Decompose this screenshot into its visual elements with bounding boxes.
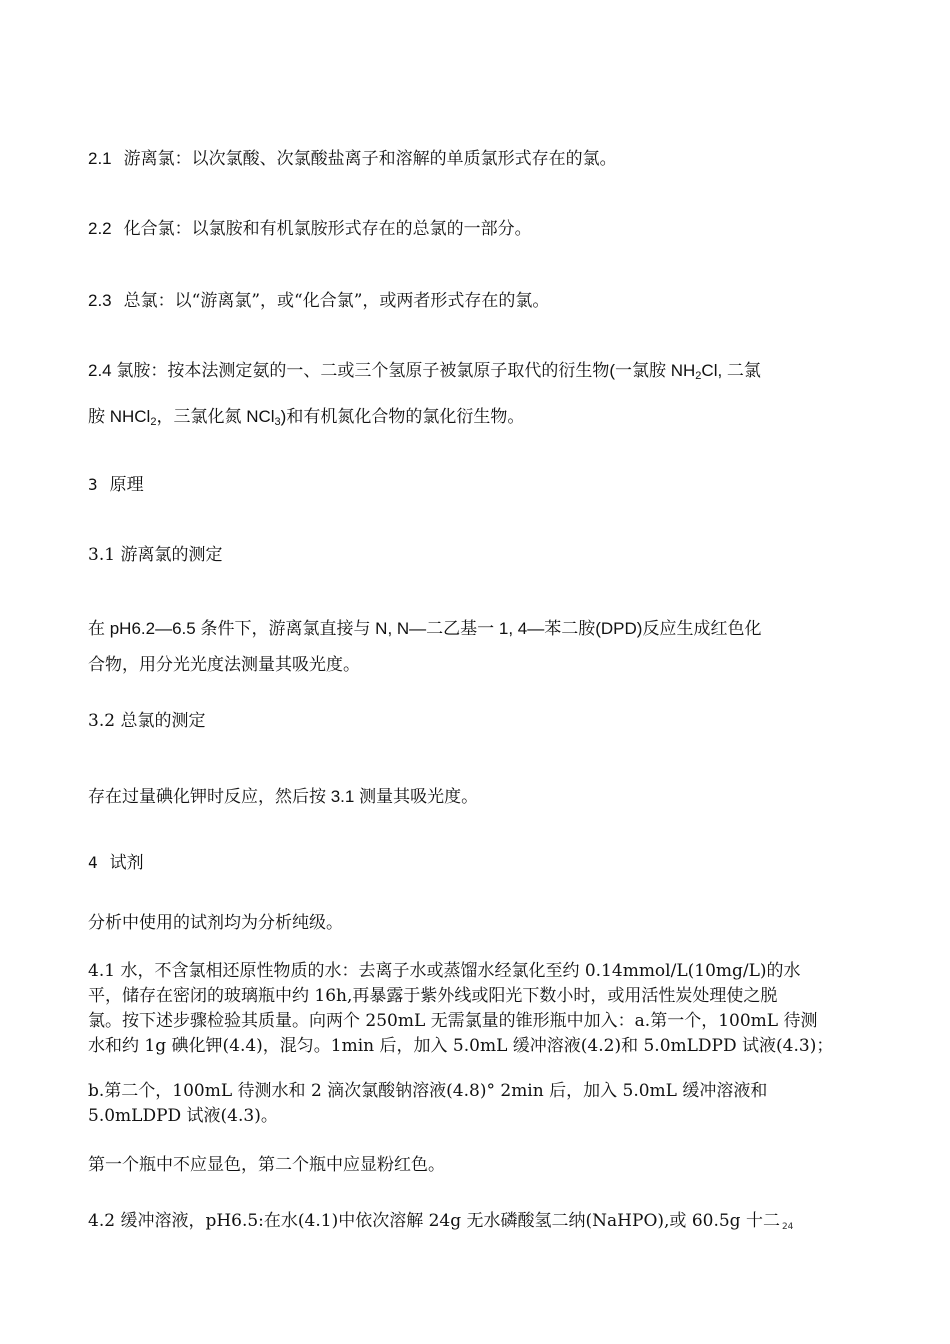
page-number: 24 bbox=[781, 1222, 794, 1232]
section-text: 化合氯：以氯胺和有机氯胺形式存在的总氯的一部分。 bbox=[123, 219, 532, 239]
section-3-1-heading: 3.1 游离氯的测定 bbox=[88, 545, 223, 565]
paragraph-b-line-2: 5.0mLDPD 试液(4.3)。 bbox=[88, 1106, 278, 1126]
section-2-2 bbox=[88, 218, 532, 240]
section-3-2-body: 存在过量碘化钾时反应，然后按 3.1 测量其吸光度。 bbox=[88, 787, 479, 806]
section-text: 游离氯：以次氯酸、次氯酸盐离子和溶解的单质氯形式存在的氯。 bbox=[123, 149, 617, 169]
section-3-1-body-line-2: 合物，用分光光度法测量其吸光度。 bbox=[88, 655, 360, 674]
section-2-4-line-2: 胺 NHCl$_2$，三氯化氮 NCl$_3$)和有机氮化合物的氯化衍生物。 bbox=[88, 407, 525, 428]
section-number: 2.1 bbox=[88, 149, 112, 168]
section-3-2-heading: 3.2 总氯的测定 bbox=[88, 711, 206, 731]
section-3-heading bbox=[88, 474, 144, 496]
section-2-4-line-1: 2.4 氯胺：按本法测定氨的一、二或三个氢原子被氯原子取代的衍生物(一氯胺 $NH_2Cl$, 二氯 bbox=[88, 361, 761, 382]
section-number: 2.2 bbox=[88, 219, 112, 238]
paragraph-4-1-line-3: 氯。按下述步骤检验其质量。向两个 250mL 无需氯量的锥形瓶中加入：a.第一个，100mL 待测 bbox=[88, 1011, 818, 1031]
section-number: 3 bbox=[88, 475, 98, 494]
section-title: 试剂 bbox=[109, 853, 144, 873]
section-number: 2.3 bbox=[88, 291, 112, 310]
result-statement: 第一个瓶中不应显色，第二个瓶中应显粉红色。 bbox=[88, 1155, 445, 1175]
section-2-1 bbox=[88, 148, 617, 170]
paragraph-4-1-line-4: 水和约 1g 碘化钾(4.4)，混匀。1min 后，加入 5.0mL 缓冲溶液(4.2)和 5.0mLDPD 试液(4.3)； bbox=[88, 1036, 834, 1056]
section-text: 总氯：以“游离氯”，或“化合氯”，或两者形式存在的氯。 bbox=[123, 291, 550, 311]
paragraph-4-2-line-1: 4.2 缓冲溶液，pH6.5:在水(4.1)中依次溶解 24g 无水磷酸氢二纳(NaHPO),或 60.5g 十二 24 bbox=[88, 1211, 794, 1232]
section-4-intro: 分析中使用的试剂均为分析纯级。 bbox=[88, 913, 343, 933]
paragraph-4-1-line-1: 4.1 水，不含氯相还原性物质的水：去离子水或蒸馏水经氯化至约 0.14mmol/L(10mg/L)的水 bbox=[88, 961, 801, 981]
section-number: 4 bbox=[88, 853, 98, 872]
section-3-1-body-line-1: 在 pH6.2—6.5 条件下，游离氯直接与 N, N—二乙基一 1, 4—苯二胺(DPD)反应生成红色化 bbox=[88, 619, 762, 638]
section-title: 原理 bbox=[109, 475, 144, 495]
paragraph-b-line-1: b.第二个，100mL 待测水和 2 滴次氯酸钠溶液(4.8)° 2min 后，加入 5.0mL 缓冲溶液和 bbox=[88, 1081, 768, 1101]
section-4-heading bbox=[88, 852, 144, 874]
paragraph-4-1-line-2: 平，储存在密闭的玻璃瓶中约 16h,再暴露于紫外线或阳光下数小时，或用活性炭处理使之脱 bbox=[88, 986, 778, 1006]
section-2-3 bbox=[88, 290, 549, 312]
